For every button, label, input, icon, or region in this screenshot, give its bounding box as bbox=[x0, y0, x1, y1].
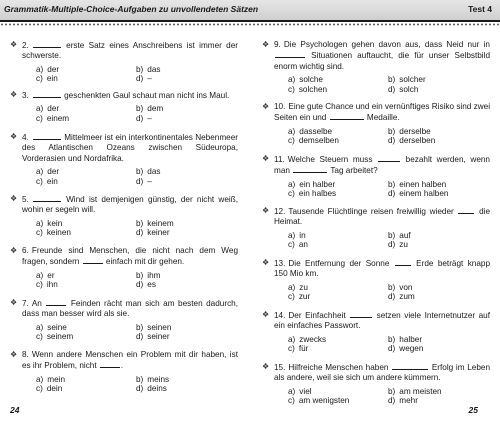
answer-option[interactable] bbox=[36, 65, 136, 75]
diamond-bullet-icon: ❖ bbox=[262, 102, 270, 111]
question-text-part: Mittelmeer ist ein interkontinentales Nebenmeer des Atlantischen Ozeans zwischen Südeuropa, Vorderasien und Nordafrika. bbox=[22, 133, 238, 163]
answer-option[interactable] bbox=[388, 75, 488, 85]
question-number: 3. bbox=[22, 91, 29, 100]
option-letter: b) bbox=[388, 75, 396, 85]
question-8 bbox=[10, 350, 238, 394]
option-letter: c) bbox=[288, 240, 295, 250]
question-text-part: erste Satz eines Anschreibens ist immer der schwerste. bbox=[22, 41, 238, 61]
option-text: solch bbox=[399, 84, 419, 94]
question-text-part: Erde beträgt knapp 150 Mio km. bbox=[274, 259, 490, 279]
option-text: einem bbox=[46, 114, 70, 123]
option-letter: a) bbox=[36, 218, 44, 228]
option-letter: d) bbox=[136, 114, 144, 123]
question-number: 2. bbox=[22, 41, 29, 50]
answer-option[interactable] bbox=[388, 292, 488, 302]
answer-blank[interactable] bbox=[275, 50, 305, 58]
answer-option[interactable] bbox=[288, 127, 388, 137]
answer-option[interactable] bbox=[388, 127, 488, 137]
answer-blank[interactable] bbox=[330, 112, 364, 120]
answer-blank[interactable] bbox=[458, 206, 474, 214]
option-letter: b) bbox=[388, 282, 396, 292]
option-text: an bbox=[298, 240, 308, 250]
question-text-part: An bbox=[31, 299, 46, 308]
answer-options bbox=[10, 104, 238, 123]
header-title: Grammatik-Multiple-Choice-Aufgaben zu unvollendeten Sätzen bbox=[4, 4, 259, 14]
answer-option[interactable] bbox=[288, 387, 388, 397]
option-letter: b) bbox=[136, 64, 144, 74]
answer-option[interactable] bbox=[136, 104, 236, 114]
option-text: keinem bbox=[147, 218, 174, 228]
answer-option[interactable] bbox=[288, 344, 388, 354]
question-2 bbox=[10, 40, 238, 84]
option-letter: d) bbox=[388, 396, 396, 406]
question-number: 11. bbox=[274, 155, 285, 164]
answer-options bbox=[10, 375, 238, 394]
option-text: keiner bbox=[147, 228, 170, 238]
page-number-right: 25 bbox=[468, 405, 478, 415]
option-letter: a) bbox=[36, 322, 44, 332]
question-text bbox=[10, 194, 238, 216]
answer-blank[interactable] bbox=[83, 256, 103, 264]
option-text: derselben bbox=[399, 136, 436, 146]
option-text: am meisten bbox=[399, 386, 442, 396]
answer-option[interactable] bbox=[136, 167, 236, 177]
question-6 bbox=[10, 246, 238, 290]
option-text: mein bbox=[47, 374, 66, 384]
option-text: einen halben bbox=[399, 179, 447, 189]
option-letter: d) bbox=[136, 74, 144, 84]
option-letter: a) bbox=[288, 75, 296, 85]
answer-options bbox=[10, 271, 238, 290]
question-text-part: Feinden rächt man sich am besten dadurch, dass man besser wird als sie. bbox=[22, 299, 238, 319]
option-letter: a) bbox=[288, 282, 296, 292]
option-letter: c) bbox=[288, 396, 295, 406]
answer-option[interactable] bbox=[288, 136, 388, 146]
option-letter: a) bbox=[288, 334, 296, 344]
answer-option[interactable] bbox=[288, 240, 388, 250]
answer-option[interactable] bbox=[36, 384, 136, 394]
option-letter: a) bbox=[36, 64, 44, 74]
diamond-bullet-icon: ❖ bbox=[262, 362, 270, 371]
answer-option[interactable] bbox=[388, 283, 488, 293]
answer-option[interactable] bbox=[136, 65, 236, 75]
question-text-part: Wenn andere Menschen ein Problem mit dir haben, ist es ihr Problem, nicht bbox=[22, 350, 238, 371]
question-text-part: Situationen auftaucht, die für unser Selbstbild enorm wichtig sind. bbox=[274, 51, 490, 71]
option-text: er bbox=[47, 270, 55, 280]
diamond-bullet-icon: ❖ bbox=[10, 132, 18, 141]
answer-options bbox=[262, 127, 490, 146]
question-text-part: Hilfreiche Menschen haben bbox=[288, 363, 392, 372]
question-number: 12. bbox=[274, 207, 286, 216]
question-text bbox=[10, 298, 238, 320]
option-letter: b) bbox=[136, 104, 144, 114]
option-text: – bbox=[147, 74, 152, 84]
option-letter: b) bbox=[388, 334, 396, 344]
question-text-part: . bbox=[120, 361, 124, 371]
answer-option[interactable] bbox=[388, 189, 488, 199]
option-text: solcher bbox=[399, 75, 426, 85]
option-letter: d) bbox=[136, 384, 144, 394]
option-letter: a) bbox=[288, 126, 296, 136]
answer-option[interactable] bbox=[288, 231, 388, 241]
answer-option[interactable] bbox=[36, 74, 136, 84]
answer-option[interactable] bbox=[136, 228, 236, 238]
option-text: – bbox=[147, 176, 152, 186]
answer-option[interactable] bbox=[136, 219, 236, 229]
question-text-part: Eine gute Chance und ein vernünftiges Risiko sind zwei Seiten ein und bbox=[274, 102, 491, 123]
answer-blank[interactable] bbox=[33, 40, 61, 48]
question-4 bbox=[10, 132, 238, 186]
answer-option[interactable] bbox=[136, 271, 236, 281]
answer-option[interactable] bbox=[36, 375, 136, 385]
answer-options bbox=[10, 323, 238, 342]
question-number: 6. bbox=[22, 246, 29, 255]
question-text-part: geschenkten Gaul schaut man nicht ins Maul. bbox=[61, 91, 230, 100]
diamond-bullet-icon: ❖ bbox=[10, 298, 18, 307]
option-letter: c) bbox=[288, 292, 295, 302]
answer-option[interactable] bbox=[136, 114, 236, 124]
test-label: Test 4 bbox=[468, 4, 492, 14]
answer-option[interactable] bbox=[36, 167, 136, 177]
option-letter: d) bbox=[136, 280, 144, 290]
option-text: in bbox=[299, 230, 306, 240]
option-letter: c) bbox=[288, 136, 295, 146]
answer-options bbox=[10, 167, 238, 186]
option-text: seiner bbox=[147, 332, 170, 342]
answer-option[interactable] bbox=[388, 240, 488, 250]
answer-blank[interactable] bbox=[293, 165, 327, 173]
question-text bbox=[10, 40, 238, 62]
question-text bbox=[262, 258, 490, 280]
question-text bbox=[262, 206, 490, 228]
question-text bbox=[10, 90, 238, 101]
question-text-part: bezahlt werden, wenn man bbox=[274, 155, 490, 176]
option-letter: d) bbox=[388, 344, 396, 354]
question-number: 10. bbox=[274, 102, 286, 111]
question-text-part: Der Einfachheit bbox=[288, 311, 350, 320]
diamond-bullet-icon: ❖ bbox=[10, 350, 18, 359]
option-text: ein bbox=[46, 176, 58, 186]
option-text: am wenigsten bbox=[298, 396, 350, 406]
diamond-bullet-icon: ❖ bbox=[10, 246, 18, 255]
option-text: ein halbes bbox=[298, 189, 337, 199]
option-text: zu bbox=[399, 240, 408, 250]
answer-option[interactable] bbox=[388, 136, 488, 146]
answer-blank[interactable] bbox=[395, 258, 411, 266]
answer-blank[interactable] bbox=[33, 132, 61, 140]
option-text: kein bbox=[47, 218, 63, 228]
answer-option[interactable] bbox=[36, 228, 136, 238]
question-3 bbox=[10, 90, 238, 124]
page-number-left: 24 bbox=[10, 405, 20, 415]
question-text bbox=[262, 310, 490, 332]
option-letter: d) bbox=[388, 84, 396, 94]
answer-blank[interactable] bbox=[378, 154, 400, 162]
answer-option[interactable] bbox=[36, 332, 136, 342]
option-letter: b) bbox=[136, 322, 144, 332]
option-text: demselben bbox=[298, 136, 339, 146]
option-letter: b) bbox=[388, 126, 396, 136]
option-letter: b) bbox=[136, 167, 144, 177]
answer-option[interactable] bbox=[136, 384, 236, 394]
question-text bbox=[262, 362, 490, 384]
answer-options bbox=[262, 387, 490, 406]
answer-option[interactable] bbox=[36, 280, 136, 290]
answer-option[interactable] bbox=[36, 323, 136, 333]
option-letter: d) bbox=[136, 176, 144, 186]
answer-options bbox=[10, 219, 238, 238]
answer-blank[interactable] bbox=[392, 362, 428, 370]
question-14 bbox=[262, 310, 490, 354]
option-text: deins bbox=[147, 384, 167, 394]
diamond-bullet-icon: ❖ bbox=[262, 206, 270, 215]
option-text: für bbox=[298, 344, 309, 354]
option-letter: b) bbox=[388, 179, 396, 189]
option-letter: a) bbox=[36, 167, 44, 177]
answer-blank[interactable] bbox=[46, 298, 66, 306]
option-text: halber bbox=[399, 334, 423, 344]
question-number: 5. bbox=[22, 195, 29, 204]
option-text: das bbox=[147, 167, 161, 177]
option-text: zwecks bbox=[299, 334, 327, 344]
question-text bbox=[10, 132, 238, 164]
question-text-part: Medaille. bbox=[364, 113, 400, 123]
option-text: dein bbox=[46, 384, 63, 394]
option-text: ein bbox=[46, 74, 58, 84]
diamond-bullet-icon: ❖ bbox=[262, 310, 270, 319]
option-letter: c) bbox=[288, 84, 295, 94]
question-number: 13. bbox=[274, 259, 286, 268]
option-letter: d) bbox=[136, 332, 144, 342]
answer-option[interactable] bbox=[388, 85, 488, 95]
question-number: 14. bbox=[274, 311, 286, 320]
diamond-bullet-icon: ❖ bbox=[262, 40, 270, 49]
question-text bbox=[10, 350, 238, 372]
option-text: meins bbox=[147, 374, 170, 384]
option-letter: b) bbox=[136, 270, 144, 280]
option-text: dem bbox=[147, 104, 164, 114]
answer-option[interactable] bbox=[36, 114, 136, 124]
diamond-bullet-icon: ❖ bbox=[262, 154, 270, 163]
question-text-part: setzen viele Internetnutzer auf ein einfaches Passwort. bbox=[274, 311, 490, 331]
diamond-bullet-icon: ❖ bbox=[10, 40, 18, 49]
option-letter: d) bbox=[136, 228, 144, 238]
answer-option[interactable] bbox=[288, 292, 388, 302]
option-letter: a) bbox=[36, 270, 44, 280]
question-12 bbox=[262, 206, 490, 250]
option-text: der bbox=[47, 64, 60, 74]
answer-option[interactable] bbox=[288, 396, 388, 406]
answer-option[interactable] bbox=[288, 75, 388, 85]
option-letter: d) bbox=[388, 240, 396, 250]
answer-option[interactable] bbox=[36, 271, 136, 281]
diamond-bullet-icon: ❖ bbox=[262, 258, 270, 267]
answer-option[interactable] bbox=[136, 280, 236, 290]
option-text: auf bbox=[399, 230, 411, 240]
answer-option[interactable] bbox=[36, 177, 136, 187]
question-text bbox=[262, 102, 490, 124]
answer-option[interactable] bbox=[136, 332, 236, 342]
answer-blank[interactable] bbox=[350, 310, 372, 318]
answer-option[interactable] bbox=[136, 74, 236, 84]
question-number: 7. bbox=[22, 299, 29, 308]
option-letter: c) bbox=[36, 74, 43, 84]
answer-option[interactable] bbox=[388, 335, 488, 345]
option-text: der bbox=[47, 167, 60, 177]
option-text: es bbox=[147, 280, 156, 290]
option-letter: a) bbox=[288, 179, 296, 189]
answer-options bbox=[262, 180, 490, 199]
option-text: derselbe bbox=[399, 126, 431, 136]
question-5 bbox=[10, 194, 238, 238]
option-text: das bbox=[147, 64, 161, 74]
page-header bbox=[0, 0, 500, 22]
option-text: – bbox=[147, 114, 152, 123]
option-text: solchen bbox=[298, 84, 328, 94]
option-letter: c) bbox=[36, 114, 43, 123]
question-text-part: die Heimat. bbox=[274, 207, 491, 227]
question-text-part: einfach mit dir gehen. bbox=[103, 257, 185, 267]
option-letter: a) bbox=[36, 104, 44, 114]
option-text: mehr bbox=[399, 396, 418, 406]
option-letter: c) bbox=[36, 280, 43, 290]
option-letter: c) bbox=[36, 332, 43, 342]
question-9 bbox=[262, 40, 490, 94]
option-letter: c) bbox=[36, 176, 43, 186]
option-text: seine bbox=[47, 322, 67, 332]
question-text bbox=[262, 154, 490, 177]
question-text-part: Tausende Flüchtlinge reisen freiwillig wieder bbox=[288, 207, 458, 216]
option-text: wegen bbox=[399, 344, 424, 354]
option-text: viel bbox=[299, 386, 312, 396]
question-text-part: Erfolg im Leben als andere, weil sie sich um andere kümmern. bbox=[274, 363, 491, 383]
option-letter: a) bbox=[288, 230, 296, 240]
answer-options bbox=[262, 335, 490, 354]
answer-option[interactable] bbox=[288, 85, 388, 95]
option-letter: d) bbox=[388, 292, 396, 302]
question-text-part: Wind ist demjenigen günstig, der nicht weiß, wohin er segeln will. bbox=[22, 195, 238, 215]
option-letter: a) bbox=[36, 374, 44, 384]
option-text: seinen bbox=[147, 322, 172, 332]
option-text: zu bbox=[299, 282, 308, 292]
answer-option[interactable] bbox=[288, 335, 388, 345]
question-text-part: Die Psychologen gehen davon aus, dass Neid nur in bbox=[283, 40, 490, 49]
question-number: 9. bbox=[274, 40, 281, 49]
question-11 bbox=[262, 154, 490, 199]
answer-option[interactable] bbox=[388, 387, 488, 397]
option-text: zur bbox=[298, 292, 311, 302]
option-letter: b) bbox=[388, 230, 396, 240]
option-text: zum bbox=[399, 292, 415, 302]
option-letter: c) bbox=[36, 228, 43, 238]
question-text bbox=[262, 40, 490, 72]
answer-blank[interactable] bbox=[100, 360, 120, 368]
option-letter: a) bbox=[288, 386, 296, 396]
dotted-divider bbox=[0, 23, 500, 26]
option-text: solche bbox=[299, 75, 323, 85]
answer-option[interactable] bbox=[288, 189, 388, 199]
option-letter: b) bbox=[388, 386, 396, 396]
option-letter: b) bbox=[136, 374, 144, 384]
answer-option[interactable] bbox=[388, 180, 488, 190]
option-text: ihn bbox=[46, 280, 58, 290]
answer-option[interactable] bbox=[136, 323, 236, 333]
option-text: ihm bbox=[147, 270, 161, 280]
answer-option[interactable] bbox=[136, 375, 236, 385]
question-number: 15. bbox=[274, 363, 286, 372]
question-15 bbox=[262, 362, 490, 406]
question-10 bbox=[262, 102, 490, 146]
option-text: ein halber bbox=[299, 179, 336, 189]
option-letter: d) bbox=[388, 189, 396, 199]
answer-options bbox=[262, 283, 490, 302]
question-number: 4. bbox=[22, 133, 29, 142]
option-text: der bbox=[47, 104, 60, 114]
answer-option[interactable] bbox=[388, 231, 488, 241]
question-13 bbox=[262, 258, 490, 302]
question-text-part: Die Entfernung der Sonne bbox=[288, 259, 394, 268]
question-text-part: Tag arbeitet? bbox=[328, 166, 378, 176]
option-letter: d) bbox=[388, 136, 396, 146]
question-7 bbox=[10, 298, 238, 342]
option-letter: b) bbox=[136, 218, 144, 228]
diamond-bullet-icon: ❖ bbox=[10, 194, 18, 203]
answer-option[interactable] bbox=[36, 219, 136, 229]
option-letter: c) bbox=[288, 189, 295, 199]
answer-options bbox=[262, 75, 490, 94]
option-text: von bbox=[399, 282, 413, 292]
answer-option[interactable] bbox=[288, 283, 388, 293]
answer-option[interactable] bbox=[288, 180, 388, 190]
answer-option[interactable] bbox=[36, 104, 136, 114]
answer-option[interactable] bbox=[136, 177, 236, 187]
option-text: dasselbe bbox=[299, 126, 333, 136]
option-letter: c) bbox=[36, 384, 43, 394]
question-text bbox=[10, 246, 238, 268]
option-text: seinem bbox=[46, 332, 74, 342]
answer-blank[interactable] bbox=[33, 90, 61, 98]
diamond-bullet-icon: ❖ bbox=[10, 90, 18, 99]
option-letter: c) bbox=[288, 344, 295, 354]
question-text-part: Welche Steuern muss bbox=[287, 155, 378, 164]
answer-option[interactable] bbox=[388, 344, 488, 354]
answer-options bbox=[262, 231, 490, 250]
question-text-part: Freunde sind Menschen, die nicht nach dem Weg fragen, sondern bbox=[22, 246, 238, 267]
answer-blank[interactable] bbox=[33, 194, 61, 202]
option-text: keinen bbox=[46, 228, 71, 238]
answer-options bbox=[10, 65, 238, 84]
question-number: 8. bbox=[22, 350, 29, 359]
option-text: einem halben bbox=[399, 189, 449, 199]
